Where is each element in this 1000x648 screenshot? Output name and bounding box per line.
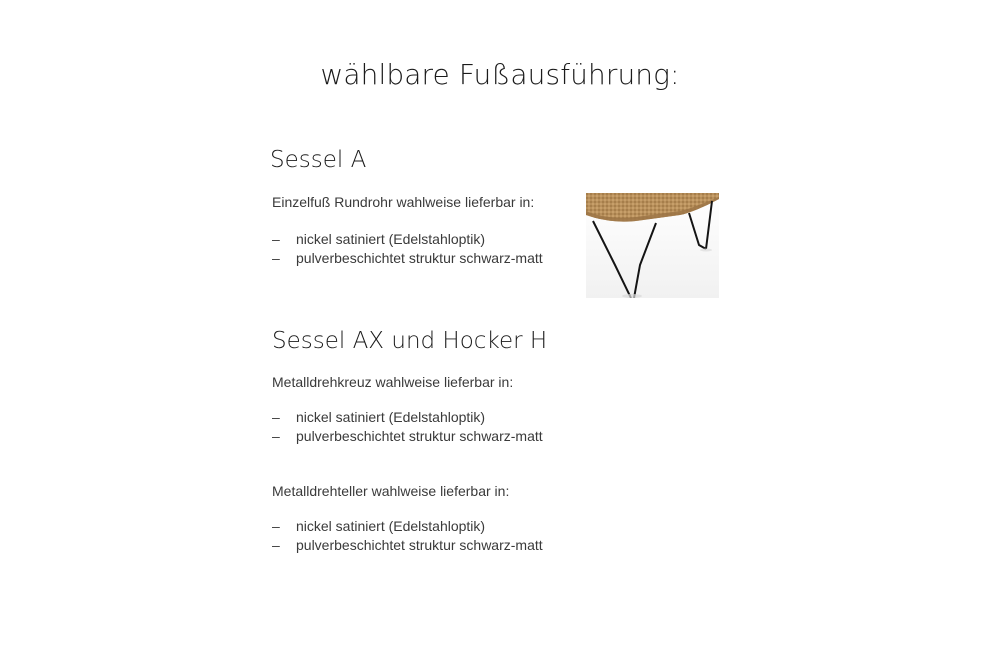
- intro-text-einzelfuss: Einzelfuß Rundrohr wahlweise lieferbar in:: [272, 194, 535, 210]
- option-list-metalldrehteller: [272, 517, 543, 555]
- page-title: wählbare Fußausführung:: [320, 58, 680, 91]
- list-dash: –: [272, 518, 280, 534]
- list-dash: –: [272, 250, 280, 266]
- list-item: [272, 230, 543, 249]
- list-item: [272, 427, 543, 446]
- option-list-metalldrehkreuz: [272, 408, 543, 446]
- list-item: [272, 249, 543, 268]
- list-item-text: nickel satiniert (Edelstahloptik): [296, 409, 486, 425]
- list-dash: –: [272, 231, 280, 247]
- list-item: [272, 517, 543, 536]
- intro-text-metalldrehkreuz: Metalldrehkreuz wahlweise lieferbar in:: [272, 374, 514, 390]
- list-item-text: pulverbeschichtet struktur schwarz-matt: [296, 428, 543, 444]
- option-list-sessel-a: [272, 230, 543, 268]
- list-item-text: nickel satiniert (Edelstahloptik): [296, 518, 486, 534]
- list-item: [272, 536, 543, 555]
- section-heading-sessel-a: Sessel A: [270, 147, 367, 173]
- list-item-text: nickel satiniert (Edelstahloptik): [296, 231, 486, 247]
- chair-leg-photo: [586, 193, 719, 298]
- list-item-text: pulverbeschichtet struktur schwarz-matt: [296, 537, 543, 553]
- list-item: [272, 408, 543, 427]
- list-item-text: pulverbeschichtet struktur schwarz-matt: [296, 250, 543, 266]
- list-dash: –: [272, 409, 280, 425]
- list-dash: –: [272, 428, 280, 444]
- chair-leg-illustration: [586, 193, 719, 298]
- list-dash: –: [272, 537, 280, 553]
- intro-text-metalldrehteller: Metalldrehteller wahlweise lieferbar in:: [272, 483, 510, 499]
- section-heading-sessel-ax-hocker-h: Sessel AX und Hocker H: [272, 328, 548, 354]
